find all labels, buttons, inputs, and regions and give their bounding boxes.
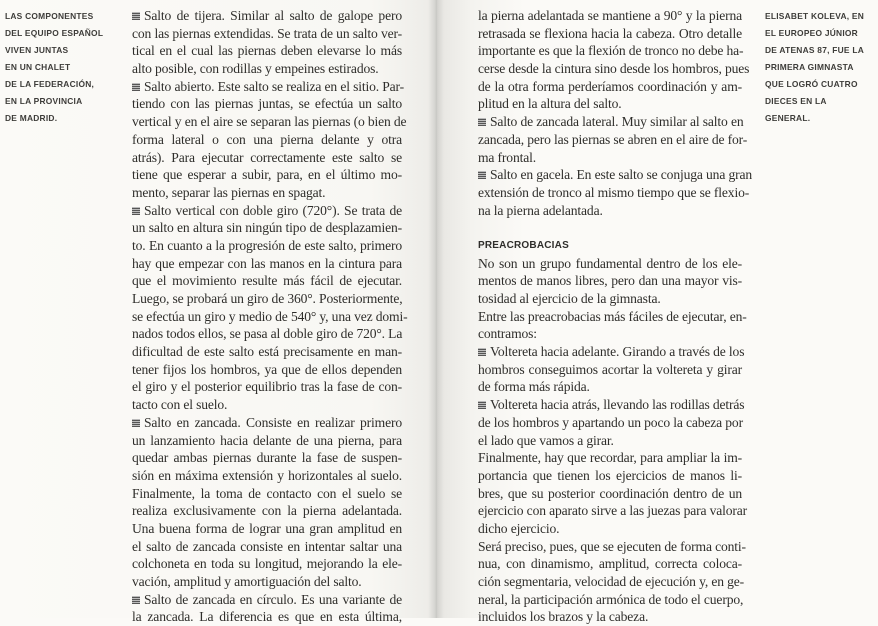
square-bullet-icon xyxy=(132,12,140,20)
text-line xyxy=(132,361,402,379)
text-line xyxy=(478,396,745,414)
text-line xyxy=(478,485,742,503)
square-bullet-icon xyxy=(478,348,486,356)
text-line xyxy=(478,308,747,326)
text-line xyxy=(132,78,405,96)
square-bullet-icon xyxy=(132,207,140,215)
square-bullet-icon xyxy=(132,419,140,427)
text-line xyxy=(478,467,742,485)
text-line-content: Voltereta hacia adelante. Girando a través de los xyxy=(490,344,745,360)
text-line xyxy=(132,255,402,273)
text-line xyxy=(478,131,748,149)
section-heading xyxy=(478,237,742,255)
text-line-content: tical en el cual las piernas deben elevarse lo más xyxy=(132,43,402,59)
text-line-content: mento, separar las piernas en spagat. xyxy=(132,184,326,200)
text-line xyxy=(478,78,742,96)
text-line xyxy=(132,378,402,396)
text-line xyxy=(478,502,748,520)
caption-line: DE ATENAS 87, FUE LA xyxy=(765,45,864,55)
text-line-content: extensión de tronco al mismo tiempo que se flexio- xyxy=(478,184,750,200)
text-line-content: un salto en altura sin ningún tipo de desplazamien- xyxy=(132,220,402,236)
text-line xyxy=(132,608,402,626)
caption-line: DE LA FEDERACIÓN, xyxy=(5,79,95,89)
text-line-content: forma lateral o con una pierna delante y otra xyxy=(132,131,402,147)
caption-line: DIECES EN LA xyxy=(765,96,827,106)
text-line xyxy=(478,449,742,467)
text-line-content: un lanzamiento hacia delante de una pierna, para xyxy=(132,432,402,448)
text-line-content: el lado que vamos a girar. xyxy=(478,432,614,448)
text-line-content: hay que empezar con las manos en la cintura para xyxy=(132,255,402,271)
text-line xyxy=(478,555,742,573)
text-line-content: realiza exclusivamente con la pierna adelantada. xyxy=(132,503,402,519)
text-line xyxy=(478,608,742,626)
text-line xyxy=(478,325,742,343)
text-line-content: Luego, se probará un giro de 360°. Posteriormente, xyxy=(132,291,403,306)
text-line-content: cerse desde la cintura sino desde los hombros, pues xyxy=(478,61,750,77)
text-line xyxy=(132,184,402,202)
text-line-content: la pierna adelantada se mantiene a 90° y la pierna xyxy=(478,8,742,23)
text-line-content: mentos de manos libres, pero dan una mayor vis- xyxy=(478,273,742,289)
text-line xyxy=(132,555,402,573)
caption-line: ELISABET KOLEVA, EN xyxy=(765,11,865,21)
text-line-content: contramos: xyxy=(478,326,537,342)
text-line xyxy=(132,219,402,237)
text-line xyxy=(132,573,402,591)
text-line-content: zancada, pero las piernas se abren en el aire de for- xyxy=(478,131,748,147)
caption-line: DEL EQUIPO ESPAÑOL xyxy=(5,28,104,38)
text-line-content: na la pierna adelantada. xyxy=(478,202,603,218)
text-line xyxy=(132,166,402,184)
caption-line: EN LA PROVINCIA xyxy=(5,96,83,106)
text-line-content: importante es que la flexión de tronco no debe ha- xyxy=(478,43,744,59)
caption-line: QUE LOGRÓ CUATRO xyxy=(765,79,858,89)
caption-line: GENERAL. xyxy=(765,113,811,123)
square-bullet-icon xyxy=(478,401,486,409)
text-line-content: vertical y en el aire se separan las piernas (o bien de xyxy=(132,114,407,130)
text-line xyxy=(132,485,402,503)
text-line xyxy=(132,502,402,520)
text-line xyxy=(132,538,402,556)
text-line xyxy=(478,591,742,609)
text-column-left xyxy=(132,7,408,626)
text-line xyxy=(478,290,742,308)
text-line-content: de la otra forma perderíamos coordinación y am- xyxy=(478,78,742,94)
text-line-content: el salto de zancada consiste en intentar saltar una xyxy=(132,538,402,554)
text-line xyxy=(478,255,742,273)
text-line xyxy=(478,361,742,379)
text-line-content: tener fijos los hombros, ya que de ellos dependen xyxy=(132,361,402,377)
caption-line: LAS COMPONENTES xyxy=(5,11,94,21)
text-line-content: atrás). Para ejecutar correctamente este salto se xyxy=(132,149,402,165)
text-line-content: Salto abierto. Este salto se realiza en el sitio. Par- xyxy=(144,78,405,94)
text-line-content: No son un grupo fundamental dentro de los ele- xyxy=(478,255,742,271)
text-line xyxy=(132,520,402,538)
text-line xyxy=(478,149,742,167)
text-line xyxy=(478,7,742,25)
text-line-content: Salto en gacela. En este salto se conjuga una gran xyxy=(490,167,753,183)
square-bullet-icon xyxy=(132,83,140,91)
text-line-content: el giro y el posterior equilibrio tras la fase de con- xyxy=(132,379,402,395)
text-line xyxy=(132,272,402,290)
text-line-content: Salto en zancada. Consiste en realizar primero xyxy=(144,414,402,430)
text-line-content: ejercicio con aparato sirve a las juezas para valorar xyxy=(478,503,748,519)
text-line xyxy=(478,272,742,290)
text-line xyxy=(478,25,742,43)
text-line xyxy=(478,343,745,361)
text-line xyxy=(132,467,402,485)
text-line-content: Voltereta hacia atrás, llevando las rodillas detrás xyxy=(490,397,745,413)
caption-line: DE MADRID. xyxy=(5,113,58,123)
text-line xyxy=(132,25,402,43)
text-line-content: nados todos ellos, se pasa al doble giro de 720°. La xyxy=(132,326,403,342)
text-line-content: con las piernas extendidas. Se trata de un salto ver- xyxy=(132,25,402,41)
text-line-content: nua, con dinamismo, amplitud, correcta coloca- xyxy=(478,556,742,572)
text-line-content: Será preciso, pues, que se ejecuten de forma conti- xyxy=(478,538,746,554)
text-line xyxy=(132,113,407,131)
text-line-content: Entre las preacrobacias más fáciles de ejecutar, en- xyxy=(478,308,747,324)
text-line-content: Salto de zancada en círculo. Es una variante de xyxy=(144,591,402,607)
text-line xyxy=(132,591,402,609)
text-line xyxy=(478,432,742,450)
text-line xyxy=(478,573,745,591)
text-line-content: retrasada se flexiona hacia la cabeza. Otro detalle xyxy=(478,25,742,41)
photo-caption-left xyxy=(5,8,103,127)
text-line-content: Salto de zancada lateral. Muy similar al salto en xyxy=(490,114,744,130)
text-line-content: Finalmente, hay que recordar, para ampliar la im- xyxy=(478,450,742,466)
text-line xyxy=(478,42,742,60)
text-line-content: hombros conseguimos acortar la voltereta y girar xyxy=(478,361,742,377)
text-line-content: bres, que su posterior coordinación dentro de un xyxy=(478,485,742,501)
text-line xyxy=(478,520,742,538)
text-line-content: que el movimiento resulte más fácil de ejecutar. xyxy=(132,273,402,289)
text-line-content: de los hombros y apartando un poco la cabeza por xyxy=(478,414,743,430)
text-line-content: portancia que tienen los ejercicios de manos li- xyxy=(478,467,742,483)
text-line-content: ma frontal. xyxy=(478,149,536,165)
text-line-content: tacto con el suelo. xyxy=(132,397,228,413)
text-line-content: Una buena forma de lograr una gran amplitud en xyxy=(132,520,402,536)
text-line xyxy=(478,166,753,184)
text-line-content: se efectúa un giro y medio de 540° y, una vez domi- xyxy=(132,308,408,324)
text-line-content: colchoneta en toda su longitud, mejorando la ele- xyxy=(132,556,402,572)
text-line xyxy=(132,396,402,414)
text-line xyxy=(478,184,750,202)
text-line xyxy=(478,538,746,556)
text-line-content: incluidos los brazos y la cabeza. xyxy=(478,609,649,625)
text-line xyxy=(132,237,402,255)
caption-line: EL EUROPEO JÚNIOR xyxy=(765,28,858,38)
text-line-content: Salto de tijera. Similar al salto de galope pero xyxy=(144,8,402,23)
text-line-content: la zancada. La diferencia es que en esta última, xyxy=(132,609,402,625)
text-line xyxy=(478,60,750,78)
text-line xyxy=(132,202,402,220)
text-line-content: tiendo con las piernas juntas, se efectúa un salto xyxy=(132,96,402,112)
text-line xyxy=(478,202,742,220)
text-line-content: tosidad al ejercicio de la gimnasta. xyxy=(478,291,661,306)
text-line xyxy=(132,131,402,149)
text-line xyxy=(478,414,742,432)
text-line-content: de forma más rápida. xyxy=(478,379,590,395)
square-bullet-icon xyxy=(478,118,486,126)
text-line-content: to. En cuanto a la progresión de este salto, primero xyxy=(132,237,402,253)
text-line-content: Salto vertical con doble giro (720°). Se trata de xyxy=(144,202,402,218)
text-line xyxy=(132,343,402,361)
text-line-content: sión en máxima extensión y horizontales al suelo. xyxy=(132,467,402,483)
text-line xyxy=(132,449,402,467)
text-line-content: dicho ejercicio. xyxy=(478,520,560,536)
text-line xyxy=(132,42,402,60)
text-line xyxy=(132,149,402,167)
text-line xyxy=(478,95,742,113)
square-bullet-icon xyxy=(132,596,140,604)
text-line-content: vación, amplitud y amortiguación del salto. xyxy=(132,574,362,589)
text-line xyxy=(478,113,742,131)
paragraph-gap xyxy=(478,219,742,237)
square-bullet-icon xyxy=(478,171,486,179)
text-column-right xyxy=(478,7,753,626)
text-line-content: dificultad de este salto está precisamente en man- xyxy=(132,344,402,360)
text-line-content: neral, la participación armónica de todo el cuerpo, xyxy=(478,591,744,607)
text-line-content: tiene que esperar a subir, para, en el último mo- xyxy=(132,167,402,183)
caption-line: VIVEN JUNTAS xyxy=(5,45,69,55)
text-line xyxy=(478,378,742,396)
text-line-content: plitud en la altura del salto. xyxy=(478,96,622,112)
text-line xyxy=(132,414,402,432)
text-line xyxy=(132,432,402,450)
text-line-content: alto posible, con rodillas y empeines estirados. xyxy=(132,61,379,77)
text-line-content: PREACROBACIAS xyxy=(478,239,569,251)
caption-line: PRIMERA GIMNASTA xyxy=(765,62,854,72)
photo-caption-right xyxy=(765,8,864,127)
text-line xyxy=(132,95,402,113)
book-gutter xyxy=(428,0,444,618)
text-line-content: quedar ambas piernas durante la fase de suspen- xyxy=(132,450,402,466)
text-line xyxy=(132,7,402,25)
text-line-content: Finalmente, la toma de contacto con el suelo se xyxy=(132,485,402,501)
text-line xyxy=(132,308,408,326)
caption-line: EN UN CHALET xyxy=(5,62,71,72)
text-line xyxy=(132,325,402,343)
text-line-content: ción segmentaria, velocidad de ejecución y, en ge- xyxy=(478,574,745,589)
text-line xyxy=(132,60,402,78)
text-line xyxy=(132,290,402,308)
